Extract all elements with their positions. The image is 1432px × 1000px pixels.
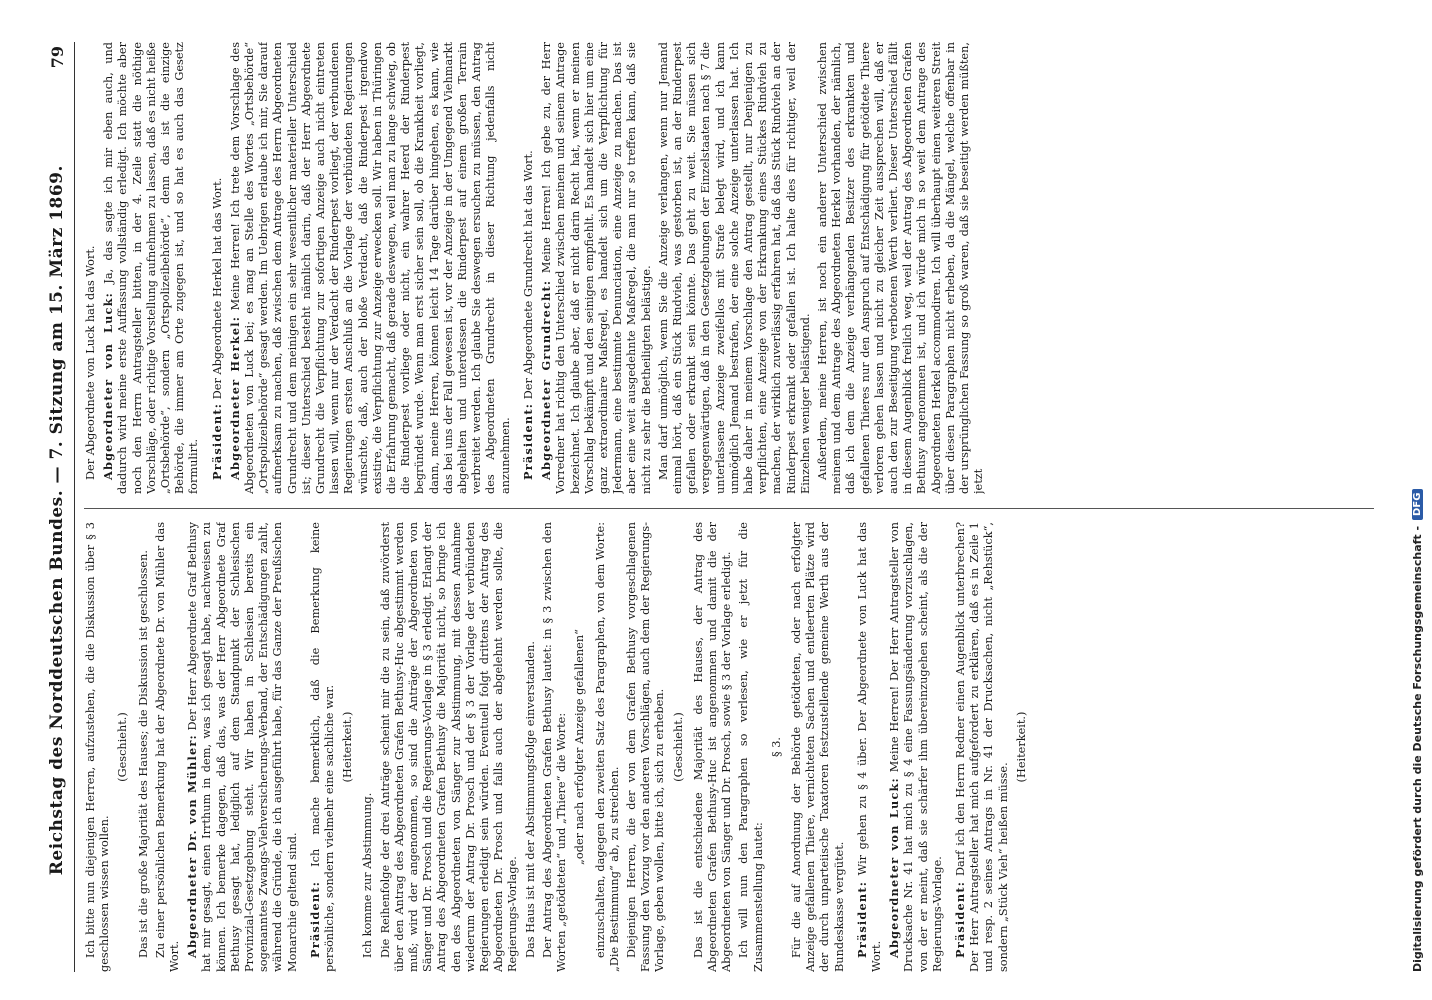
paragraph xyxy=(625,522,668,972)
paragraph xyxy=(154,522,182,972)
paragraph xyxy=(594,522,622,972)
right-column xyxy=(84,42,1374,494)
paragraph-text: Ich komme zur Abstimmung. xyxy=(361,792,375,958)
paragraph-text: „oder nach erfolgter Anzeige gefallenen“ xyxy=(573,629,587,865)
paragraph-text: Zu einer persönlichen Bemerkung hat der Abgeordnete Dr. von Mühler das Wort. xyxy=(153,522,182,972)
speaker-name: Präsident: xyxy=(854,880,869,958)
paragraph-text: Der Abgeordnete Grundrecht hat das Wort. xyxy=(521,150,535,400)
paragraph-text: Ich bitte nun diejenigen Herren, aufzustehen, die die Diskussion über § 3 geschlossen wissen wollen. xyxy=(84,522,112,972)
page-title: Reichstag des Norddeutschen Bundes. — 7. Sitzung am 15. März 1869. xyxy=(47,165,67,876)
paragraph xyxy=(308,522,337,972)
speaker-name: Abgeordneter von Luck: xyxy=(887,777,902,958)
paragraph xyxy=(84,42,98,494)
paragraph xyxy=(770,522,784,972)
paragraph-text: Diejenigen Herren, die der von dem Grafen Bethusy vorgeschlagenen Fassung den Vorzug vor den anderen Vorschlägen, auch dem der Regierungs-Vorlage, geben wollen, bitte ich, sich zu erheben. xyxy=(624,522,667,972)
speaker-name: Präsident: xyxy=(952,880,967,958)
paragraph-text: Meine Herren! Ich trete dem Vorschlage des Abgeordneten von Luck bei; es mag an Stelle des Wortes „Ortsbehörde“ „Ortspolizeibehörde“ gesagt werden. Im Uebrigen erlaube ich mir, Sie darauf aufmerksam zu machen, daß zwischen dem Antrage des Herrn Abgeordneten Grundrecht und dem meinigen ein sehr wesentlicher materieller Unterschied ist; dieser Unterschied besteht nämlich darin, daß der Herr Abgeordnete Grundrecht die Verpflichtung zur sofortigen Anzeige auch nicht eintreten lassen will, wenn nur der Verdacht der Rinderpest vorliegt, der verbundenen Regierungen ersten Anschluß an die Vorlage der verbündeten Regierungen wünschte, daß, auch der bloße Verdacht, daß die Rinderpest irgendwo existire, die Verpflichtung zur Anzeige erwecken soll. Wir haben in Thüringen die Erfahrung gemacht, daß gerade deswegen, weil man zu lange schwieg, ob die Rinderpest vorliege oder nicht, ein wahrer Heerd der Rinderpest begründet wurde. Wenn man erst sicher sein soll, ob die Krankheit vorliegt, dann, meine Herren, können leicht 14 Tage darüber hingehen, es kann, wie das bei uns der Fall gewesen ist, vor der Anzeige in der Umgegend Viehmarkt abgehalten und unterdessen die Rinderpest auf einem großen Terrain verbreitet werden. Ich glaube Sie deswegen ersuchen zu müssen, den Antrag des Abgeordneten Grundrecht in dieser Richtung jedenfalls nicht anzunehmen. xyxy=(228,42,512,494)
page-header xyxy=(40,42,75,972)
paragraph-text: (Heiterkeit.) xyxy=(1014,711,1028,783)
paragraph xyxy=(137,522,151,972)
paragraph xyxy=(116,522,130,972)
paragraph xyxy=(185,522,300,972)
column-divider xyxy=(84,508,1374,509)
speaker-name: Präsident: xyxy=(209,402,224,480)
paragraph-text: Meine Herren! Ich gebe zu, der Herr Vorredner hat richtig den Unterschied zwischen meinem und seinem Antrage bezeichnet. Ich glaube aber, daß er nicht darin Recht hat, wenn er meinen Vorschlag bekämpft und den seinigen empfiehlt. Es handelt sich hier um eine ganz extraordinaire Maßregel, es handelt sich um die Verpflichtung für Jedermann, eine bestimmte Denunciation, eine Anzeige zu machen. Das ist aber eine weit ausgedehnte Maßregel, die man nur so treffen kann, daß sie nicht zu sehr die Betheiligten belästige. xyxy=(540,42,653,494)
paragraph xyxy=(228,42,513,494)
paragraph xyxy=(953,522,1011,972)
paragraph-text: Das Haus ist mit der Abstimmungsfolge einverstanden. xyxy=(523,641,537,958)
paragraph xyxy=(541,522,569,972)
paragraph xyxy=(657,42,813,494)
left-column xyxy=(84,522,1374,972)
rotated-page-content xyxy=(40,42,1380,972)
paragraph-text: Für die auf Anordnung der Behörde getödteten, oder nach erfolgter Anzeige gefallenen Thiere, vernichteten Sachen und entleerten Plätze wird der durch unparteiische Taxatoren festzustellende gemeine Werth aus der Bundeskasse vergütet. xyxy=(789,522,846,972)
paragraph xyxy=(737,522,765,972)
paragraph xyxy=(341,522,355,972)
paragraph-text: Ja, das sagte ich mir eben auch, und dadurch wird meine erste Auffassung vollständig erledigt. Ich möchte aber noch den Herrn Antragsteller bitten, in der 4. Zeile statt die nöthige Vorschläge, oder richtige Vorstellung aufnehmen zu lassen, daß es nicht heiße „Ortsbehörde“, sondern „Ortspolizeibehörde“, denn das ist die einzige Behörde, die immer am Orte zugegen ist, und so hat es auch das Gesetz formulirt. xyxy=(102,42,201,494)
paragraph-text: Das ist die große Majorität des Hauses; die Diskussion ist geschlossen. xyxy=(136,550,150,958)
paragraph-text: Darf ich den Herrn Redner einen Augenblick unterbrechen? Der Herr Antragsteller hat mich aufgefordert zu erklären, daß es in Zeile 1 und resp. 2 seines Antrags in Nr. 41 der Drucksachen, nicht „Rehstück“, sondern „Stück Vieh“ heißen müsse. xyxy=(953,522,1010,972)
paragraph-text: Meine Herren! Der Herr Antragsteller von Drucksache Nr. 41 hat mich zu § 4 eine Fassungsänderung vorzuschlagen, von der er meint, daß sie schärfer ihm übereinzugehen scheint, als die der Regierungs-Vorlage. xyxy=(888,522,944,972)
paragraph-text: (Heiterkeit.) xyxy=(341,711,355,783)
paragraph-text: Die Reihenfolge der drei Anträge scheint mir die zu sein, daß zuvörderst über den Antrag des Abgeordneten Grafen Bethusy-Huc abgestimmt werden muß; wird der angenommen, so sind die Anträge der Abgeordneten von Sänger und Dr. Prosch und die Regierungs-Vorlage in § 3 erledigt. Erlangt der Antrag des Abgeordneten Grafen Bethusy die Majorität nicht, so bringe ich den des Abgeordneten von Sänger zur Abstimmung, mit dessen Annahme wiederum der Antrag Dr. Prosch und der § 3 der Vorlage der verbündeten Regierungen erledigt sein würden. Eventuell folgt drittens der Antrag des Abgeordneten Dr. Prosch und falls auch der abgelehnt werden sollte, die Regierungs-Vorlage. xyxy=(378,522,520,972)
paragraph-text: Der Abgeordnete Herkel hat das Wort. xyxy=(210,177,224,400)
paragraph-text: (Geschieht.) xyxy=(671,712,685,782)
paragraph-text: (Geschieht.) xyxy=(116,712,130,782)
paragraph xyxy=(361,522,375,972)
paragraph xyxy=(672,522,686,972)
paragraph-text: Ich mache bemerklich, daß die Bemerkung keine persönliche, sondern vielmehr eine sachliche war. xyxy=(308,522,337,972)
paragraph-text: Der Antrag des Abgeordneten Grafen Bethusy lautet: in § 3 zwischen den Worten „getödteten“ und „Thiere“ die Worte: xyxy=(540,522,569,972)
paragraph-text: Wir gehen zu § 4 über. Der Abgeordnete von Luck hat das Wort. xyxy=(855,522,883,972)
paragraph xyxy=(887,522,945,972)
paragraph-text: Der Abgeordnete von Luck hat das Wort. xyxy=(84,245,97,480)
speaker-name: Präsident: xyxy=(307,880,322,958)
paragraph-text: Außerdem, meine Herren, ist noch ein anderer Unterschied zwischen meinem und dem Antrage des Abgeordneten Herkel vorhanden, der nämlich, daß ich dem die Anzeige verhängenden Besitzer des erkrankten und gefallenen Thieres nur den Anspruch auf Entschädigung für getödtete Thiere verloren gehen lassen und nicht zu gleicher Zeit aussprechen will, daß er auch den zur Beseitigung verbotenen Werth verliert. Dieser Unterschied fällt in diesem Augenblick freilich weg, weil der Antrag des Abgeordneten Grafen Bethusy angenommen ist, und ich würde mich in so weit dem Antrage des Abgeordneten Herkel accommodiren. Ich will überhaupt einen weiteren Streit über diesen Paragraphen nicht erheben, da die Mängel, welche offenbar in der ursprünglichen Fassung so groß waren, daß sie beseitigt werden müßten, jetzt xyxy=(815,42,986,494)
paragraph-text: einzuschalten, dagegen den zweiten Satz des Paragraphen, von dem Worte: „Die Bestimmung“ ab, zu streichen. xyxy=(593,522,621,972)
paragraph-text: Man darf unmöglich, wenn Sie die Anzeige verlangen, wenn nur Jemand einmal hört, daß ein Stück Rindvieh, was gestorben ist, an der Rinderpest gefallen oder erkrankt sein könnte. Das geht zu weit. Sie müssen sich vergegenwärtigen, daß in den Gesetzgebungen der Einzelstaaten nach § 7 die unterlassene Anzeige zweifellos mit Strafe belegt wird, und ich kann unmöglich Jemand bestrafen, der eine solche Anzeige unterlassen hat. Ich habe daher in meinem Vorschlage den Antrag gestellt, nur Denjenigen zu verpflichten, eine Anzeige von der Erkrankung eines Stückes Rindvieh zu machen, der wirklich zuverlässig erfahren hat, daß das Stück Rindvieh an der Rinderpest erkrankt oder gefallen ist. Ich halte dies für richtiger, weil der Einzelnen weniger belästigend. xyxy=(656,42,812,494)
paragraph xyxy=(84,522,112,972)
page-number: 79 xyxy=(47,46,67,69)
speaker-name: Abgeordneter Dr. von Mühler: xyxy=(185,734,200,958)
speaker-name: Abgeordneter von Luck: xyxy=(101,292,116,480)
digitization-credit xyxy=(1408,32,1426,972)
speaker-name: Abgeordneter Grundrecht: xyxy=(539,279,554,480)
paragraph-text: Ich will nun den Paragraphen so verlesen, wie er jetzt für die Zusammenstellung lautet: xyxy=(737,522,765,972)
speaker-name: Präsident: xyxy=(520,402,535,480)
dfg-logo: DFG xyxy=(1412,489,1423,520)
paragraph xyxy=(539,42,654,494)
paragraph-text: Das ist die entschiedene Majorität des Hauses, der Antrag des Abgeordneten Grafen Bethusy-Huc ist angenommen und damit die der Abgeordneten von Sänger und Dr. Prosch, sowie § 3 der Vorlage erledigt. xyxy=(691,522,734,972)
paragraph-text: § 3. xyxy=(769,736,783,758)
paragraph xyxy=(573,522,587,972)
paragraph xyxy=(816,42,986,494)
credit-text: Digitalisierung gefördert durch die Deutsche Forschungsgemeinschaft - xyxy=(1410,525,1424,972)
paragraph xyxy=(210,42,225,494)
paragraph xyxy=(524,522,538,972)
paragraph-text: Der Herr Abgeordnete Graf Bethusy hat mir gesagt, einen Irrthum in dem, was ich gesagt habe, nachweisen zu können. Ich bemerke dagegen, daß das, was der Herr Abgeordnete Graf Bethusy gesagt hat, lediglich auf dem Standpunkt der Schlesischen Provinzial-Gesetzgebung steht. Wir haben in Schlesien bereits ein sogenanntes Zwangs-Viehversicherungs-Verband, der Entschädigungen zahlt, während die Gründe, die ich ausgeführt habe, für das Ganze der Preußischen Monarchie geltend sind. xyxy=(186,522,299,972)
paragraph xyxy=(521,42,536,494)
paragraph xyxy=(692,522,735,972)
paragraph xyxy=(379,522,521,972)
speaker-name: Abgeordneter Herkel: xyxy=(227,315,242,480)
paragraph xyxy=(790,522,847,972)
paragraph xyxy=(855,522,884,972)
paragraph xyxy=(101,42,201,494)
text-columns xyxy=(84,42,1374,972)
paragraph xyxy=(1015,522,1029,972)
